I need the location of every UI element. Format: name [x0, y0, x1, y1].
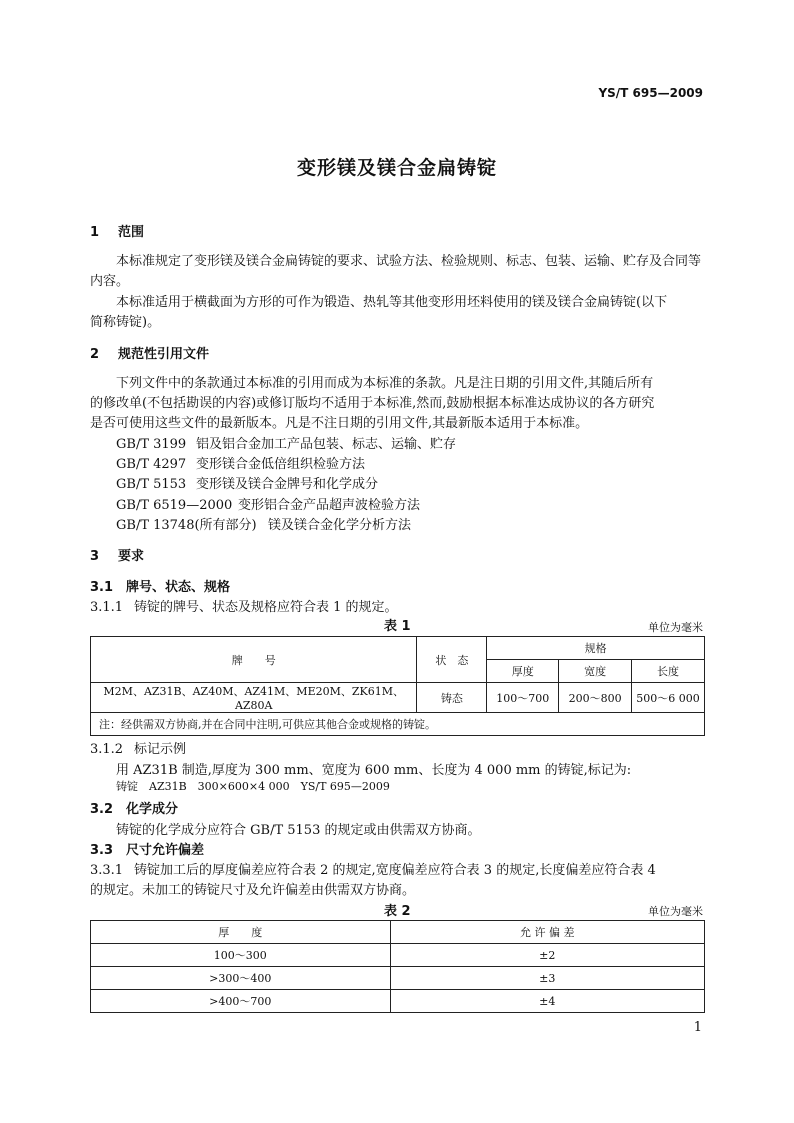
reference-name: 变形镁合金低倍组织检验方法 [196, 457, 366, 472]
table-header-length: 长度 [632, 660, 705, 683]
paragraph-line: 铸锭的化学成分应符合 GB/T 5153 的规定或由供需双方协商。 [116, 823, 481, 838]
section-number: 3.2 [90, 802, 114, 817]
clause-3-1-1 [90, 596, 398, 615]
reference-item [116, 473, 378, 492]
section-title: 尺寸允许偏差 [126, 843, 205, 858]
reference-name: 铝及铝合金加工产品包装、标志、运输、贮存 [196, 437, 457, 452]
section-number: 3 [90, 549, 100, 564]
reference-code: GB/T 5153 [116, 477, 187, 492]
paragraph-line: 的修改单(不包括勘误的内容)或修订版均不适用于本标准,然而,鼓励根据本标准达成协议的各方研究 [90, 396, 655, 411]
section-title: 化学成分 [126, 802, 179, 817]
table-1 [90, 636, 705, 736]
section-title: 要求 [118, 549, 145, 564]
section-number: 3.3.1 [90, 863, 124, 878]
reference-code: GB/T 4297 [116, 457, 187, 472]
table-header-grade: 牌 号 [91, 637, 417, 683]
table-header-width: 宽度 [559, 660, 632, 683]
reference-name: 镁及镁合金化学分析方法 [268, 518, 412, 533]
paragraph-line: 用 AZ31B 制造,厚度为 300 mm、宽度为 600 mm、长度为 4 000 mm 的铸锭,标记为: [116, 763, 632, 778]
table-header-tolerance: 允 许 偏 差 [390, 921, 704, 944]
page-number: 1 [693, 1020, 702, 1035]
reference-code: GB/T 13748(所有部分) [116, 518, 257, 533]
table-row [91, 944, 705, 967]
reference-item [116, 453, 365, 472]
table-2-caption: 表 2 [384, 904, 411, 919]
table-2-unit: 单位为毫米 [648, 905, 703, 918]
reference-name: 变形铝合金产品超声波检验方法 [238, 498, 421, 513]
section-number: 1 [90, 225, 100, 240]
reference-item [116, 514, 411, 533]
reference-item [116, 494, 420, 513]
section-2-heading [90, 343, 209, 362]
table-1-caption: 表 1 [384, 619, 411, 634]
section-1-heading [90, 221, 144, 240]
reference-item [116, 433, 456, 452]
cell-thickness: 100～700 [487, 683, 559, 713]
marking-example: 铸锭 AZ31B 300×600×4 000 YS/T 695—2009 [116, 780, 390, 793]
section-title: 牌号、状态、规格 [126, 580, 231, 595]
cell-grade: M2M、AZ31B、AZ40M、AZ41M、ME20M、ZK61M、AZ80A [91, 683, 417, 713]
section-3-heading [90, 545, 144, 564]
table-header-state: 状 态 [417, 637, 487, 683]
subsection-3-2-heading [90, 798, 178, 817]
cell-tolerance: ±2 [390, 944, 704, 967]
paragraph-line: 本标准适用于横截面为方形的可作为锻造、热轧等其他变形用坯料使用的镁及镁合金扁铸锭(以下 [116, 295, 668, 310]
section-number: 3.3 [90, 843, 114, 858]
table-1-note: 注：经供需双方协商,并在合同中注明,可供应其他合金或规格的铸锭。 [91, 713, 705, 736]
document-code: YS/T 695—2009 [598, 86, 703, 100]
table-1-unit: 单位为毫米 [648, 621, 703, 634]
table-header-thickness: 厚 度 [91, 921, 391, 944]
section-number: 2 [90, 347, 100, 362]
table-header-spec: 规格 [487, 637, 705, 660]
paragraph-line: 是否可使用这些文件的最新版本。凡是不注日期的引用文件,其最新版本适用于本标准。 [90, 416, 589, 431]
cell-tolerance: ±4 [390, 990, 704, 1013]
table-2 [90, 920, 705, 1013]
cell-length: 500～6 000 [632, 683, 705, 713]
clause-3-1-2 [90, 738, 186, 757]
table-header-thickness: 厚度 [487, 660, 559, 683]
clause-title: 标记示例 [134, 742, 187, 757]
cell-width: 200～800 [559, 683, 632, 713]
paragraph-line: 内容。 [90, 274, 130, 289]
reference-name: 变形镁及镁合金牌号和化学成分 [196, 477, 379, 492]
cell-thickness: >300～400 [91, 967, 391, 990]
clause-text: 铸锭的牌号、状态及规格应符合表 1 的规定。 [134, 600, 398, 615]
paragraph-line: 简称铸锭)。 [90, 315, 161, 330]
clause-text: 铸锭加工后的厚度偏差应符合表 2 的规定,宽度偏差应符合表 3 的规定,长度偏差应符合表 4 [134, 863, 656, 878]
section-number: 3.1.1 [90, 600, 124, 615]
cell-state: 铸态 [417, 683, 487, 713]
paragraph-line: 本标准规定了变形镁及镁合金扁铸锭的要求、试验方法、检验规则、标志、包装、运输、贮存及合同等 [116, 254, 702, 269]
paragraph-line: 下列文件中的条款通过本标准的引用而成为本标准的条款。凡是注日期的引用文件,其随后所有 [116, 376, 654, 391]
section-number: 3.1 [90, 580, 114, 595]
cell-thickness: >400～700 [91, 990, 391, 1013]
cell-thickness: 100～300 [91, 944, 391, 967]
section-title: 规范性引用文件 [118, 347, 210, 362]
table-row [91, 683, 705, 713]
cell-tolerance: ±3 [390, 967, 704, 990]
subsection-3-3-heading [90, 839, 204, 858]
paragraph-line: 的规定。未加工的铸锭尺寸及允许偏差由供需双方协商。 [90, 883, 416, 898]
table-row [91, 990, 705, 1013]
reference-code: GB/T 3199 [116, 437, 187, 452]
reference-code: GB/T 6519—2000 [116, 498, 233, 513]
table-row [91, 967, 705, 990]
section-title: 范围 [118, 225, 145, 240]
page-title: 变形镁及镁合金扁铸锭 [296, 157, 497, 179]
subsection-3-1-heading [90, 576, 230, 595]
clause-3-3-1 [90, 859, 656, 878]
section-number: 3.1.2 [90, 742, 124, 757]
